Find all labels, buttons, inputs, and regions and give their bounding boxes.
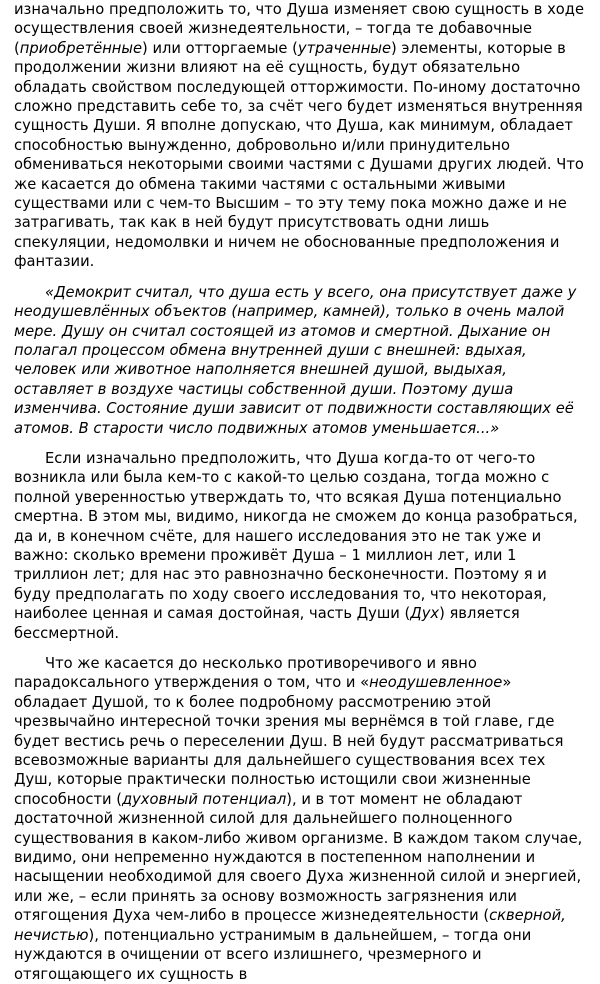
emphasis-inanimate: неодушевленное: [369, 674, 503, 692]
text-run: ) является бессмертной.: [14, 605, 520, 642]
text-run: ), и в тот момент не обладают достаточной жизненной силой для дальнейшего полноценного существования в каком-либо живом организме. В каждом таком случае, видимо, они непременно нуждаются в постепенном наполнении и насыщении необходимой для своего Духа жизненной силой и энергией, или же, – если принять за основу возможность загрязнения или отягощения Духа чем-либо в процессе жизнедеятельности (: [14, 790, 583, 925]
democritus-quote: «Демокрит считал, что душа есть у всего, она присутствует даже у неодушевлённых объектов (например, камней), только в очень малой мере. Душу он считал состоящей из атомов и смертной. Дыхание он полагал процессом обмена внутренней души с внешней: вдыхая, человек или животное наполняется внешней душой, выдыхая, оставляет в воздухе частицы собственной души. Поэтому душа изменчива. Состояние души зависит от подвижности составляющих её атомов. В старости число подвижных атомов уменьшается...»: [14, 283, 577, 437]
paragraph-gap: [14, 643, 586, 654]
emphasis-acquired: приобретённые: [19, 39, 143, 57]
text-run: ) элементы, которые в продолжении жизни влияют на её сущность, будут обязательно обладать свойством последующей отторжимости. По-иному достаточно сложно представить себе то, за счёт чего будет изменяться внутренняя сущность Души. Я вполне допускаю, что Душа, как минимум, обладает способностью вынужденно, добровольно и/или принудительно обмениваться некоторыми своими частями с Душами других людей. Что же касается до обмена такими частями с остальными живыми существами или с чем-то Высшим – то эту тему пока можно даже и не затрагивать, так как в ней будут присутствовать одни лишь спекуляции, недомолвки и ничем не обоснованные предположения и фантазии.: [14, 39, 584, 271]
text-run: изначально предположить то, что Душа изменяет свою сущность в ходе осуществления своей жизнедеятельности, – тогда те добавочные (: [14, 1, 584, 57]
text-run: Если изначально предположить, что Душа когда-то от чего-то возникла или была кем-то с какой-то целью создана, тогда можно с полной уверенностью утверждать то, что всякая Душа потенциально смертна. В этом мы, видимо, никогда не сможем до конца разобраться, да и, в конечном счёте, для нашего исследования это не так уже и важно: сколько времени проживёт Душа – 1 миллион лет, или 1 триллион лет; для нас это равнозначно бесконечности. Поэтому я и буду предполагать по ходу своего исследования то, что некоторая, наиболее ценная и самая достойная, часть Души (: [14, 449, 578, 623]
paragraph-soul-mortality: [14, 449, 586, 643]
paragraph-gap: [14, 272, 586, 283]
paragraph-inanimate-soul: [14, 654, 586, 984]
text-run: Что же касается до несколько противоречивого и явно парадоксального утверждения о том, что и «: [14, 655, 477, 692]
paragraph-gap: [14, 438, 586, 449]
emphasis-filth: скверной, нечистью: [14, 907, 566, 944]
text-run: ) или отторгаемые (: [142, 39, 298, 57]
emphasis-lost: утраченные: [297, 39, 391, 57]
text-run: » обладает Душой, то к более подробному рассмотрению этой чрезвычайно интересной точки зрения мы вернёмся в той главе, где будет вестись речь о переселении Душ. В ней будут рассматриваться всевозможные варианты для дальнейшего существования всех тех Душ, которые практически полностью истощили свои жизненные способности (: [14, 674, 564, 808]
emphasis-spiritual-potential: духовный потенциал: [121, 790, 287, 808]
text-run: ), потенциально устранимым в дальнейшем, – тогда они нуждаются в очищении от всего излишнего, чрезмерного и отягощающего их сущность в: [14, 926, 532, 983]
emphasis-spirit: Дух: [410, 605, 440, 623]
paragraph-soul-essence: [14, 0, 586, 272]
